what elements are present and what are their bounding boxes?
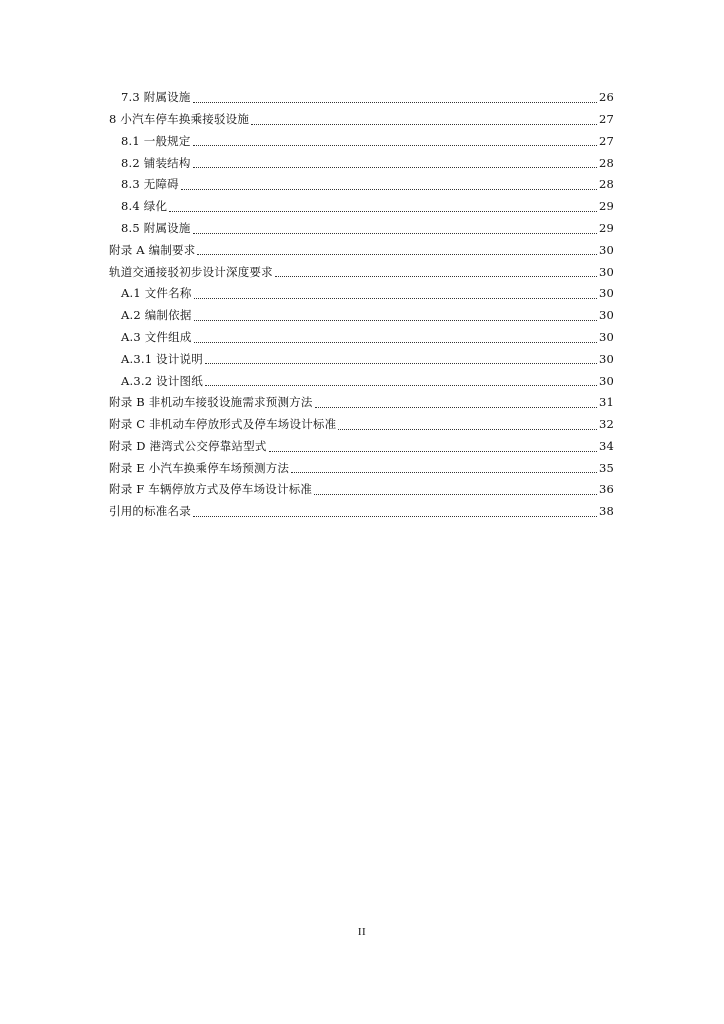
toc-dot-leader [194,297,597,299]
toc-entry-label: 引用的标准名录 [109,504,191,519]
toc-entry-page: 32 [598,417,614,432]
toc-entry-label: A.3.1 设计说明 [121,351,203,366]
toc-entry[interactable] [109,131,614,153]
toc-entry-label: 8.2 铺装结构 [121,155,191,170]
toc-dot-leader [291,471,597,473]
toc-entry-label: 附录 A 编制要求 [109,242,196,257]
toc-entry[interactable] [109,414,614,436]
toc-dot-leader [275,275,597,277]
toc-entry-label: 附录 C 非机动车停放形式及停车场设计标准 [109,417,337,432]
toc-dot-leader [193,232,597,234]
toc-entry-page: 30 [598,242,614,257]
toc-entry[interactable] [109,392,614,414]
toc-entry-page: 30 [598,308,614,323]
toc-entry-page: 28 [598,155,614,170]
toc-entry-label: 轨道交通接驳初步设计深度要求 [109,264,273,279]
toc-dot-leader [338,428,597,430]
toc-entry-label: 8.1 一般规定 [121,133,191,148]
toc-entry-label: 7.3 附属设施 [121,90,191,105]
toc-entry[interactable] [109,370,614,392]
toc-entry-page: 36 [598,482,614,497]
toc-dot-leader [193,101,597,103]
toc-dot-leader [251,123,597,125]
toc-entry[interactable] [109,479,614,501]
toc-dot-leader [193,166,597,168]
toc-entry[interactable] [109,174,614,196]
toc-dot-leader [169,210,597,212]
toc-entry-page: 31 [598,395,614,410]
toc-entry-label: 8 小汽车停车换乘接驳设施 [109,111,250,126]
toc-entry[interactable] [109,218,614,240]
toc-entry[interactable] [109,196,614,218]
toc-entry-label: A.2 编制依据 [121,308,192,323]
toc-entry[interactable] [109,327,614,349]
page-number: II [357,926,367,938]
table-of-contents [109,87,614,523]
toc-entry-label: A.1 文件名称 [121,286,192,301]
toc-entry[interactable] [109,240,614,262]
toc-entry-label: A.3.2 设计图纸 [121,373,203,388]
toc-entry-page: 29 [598,220,614,235]
toc-dot-leader [205,384,597,386]
toc-entry-label: 附录 D 港湾式公交停靠站型式 [109,438,267,453]
toc-entry-label: 8.5 附属设施 [121,220,191,235]
toc-entry-label: 附录 F 车辆停放方式及停车场设计标准 [109,482,313,497]
toc-entry-page: 28 [598,177,614,192]
toc-entry[interactable] [109,283,614,305]
toc-dot-leader [193,144,597,146]
toc-entry[interactable] [109,305,614,327]
toc-entry-label: 8.4 绿化 [121,199,168,214]
toc-entry-page: 26 [598,90,614,105]
toc-dot-leader [197,253,597,255]
toc-dot-leader [194,341,597,343]
toc-entry[interactable] [109,261,614,283]
toc-entry-page: 30 [598,351,614,366]
toc-entry-page: 38 [598,504,614,519]
toc-entry-page: 30 [598,373,614,388]
toc-dot-leader [205,362,597,364]
toc-entry[interactable] [109,501,614,523]
toc-entry[interactable] [109,436,614,458]
toc-entry-page: 30 [598,329,614,344]
toc-entry[interactable] [109,458,614,480]
toc-entry-page: 34 [598,438,614,453]
toc-entry-label: 附录 E 小汽车换乘停车场预测方法 [109,460,290,475]
toc-entry-page: 27 [598,111,614,126]
toc-entry[interactable] [109,152,614,174]
toc-entry-label: 附录 B 非机动车接驳设施需求预测方法 [109,395,313,410]
toc-dot-leader [314,493,597,495]
toc-entry-label: 8.3 无障碍 [121,177,179,192]
toc-entry-page: 29 [598,199,614,214]
toc-entry-label: A.3 文件组成 [121,329,192,344]
toc-entry[interactable] [109,349,614,371]
toc-dot-leader [315,406,597,408]
toc-dot-leader [194,319,597,321]
toc-entry-page: 27 [598,133,614,148]
toc-entry-page: 30 [598,286,614,301]
toc-entry-page: 35 [598,460,614,475]
toc-dot-leader [181,188,597,190]
toc-dot-leader [269,450,597,452]
toc-entry[interactable] [109,87,614,109]
toc-entry-page: 30 [598,264,614,279]
toc-dot-leader [193,515,597,517]
toc-entry[interactable] [109,109,614,131]
